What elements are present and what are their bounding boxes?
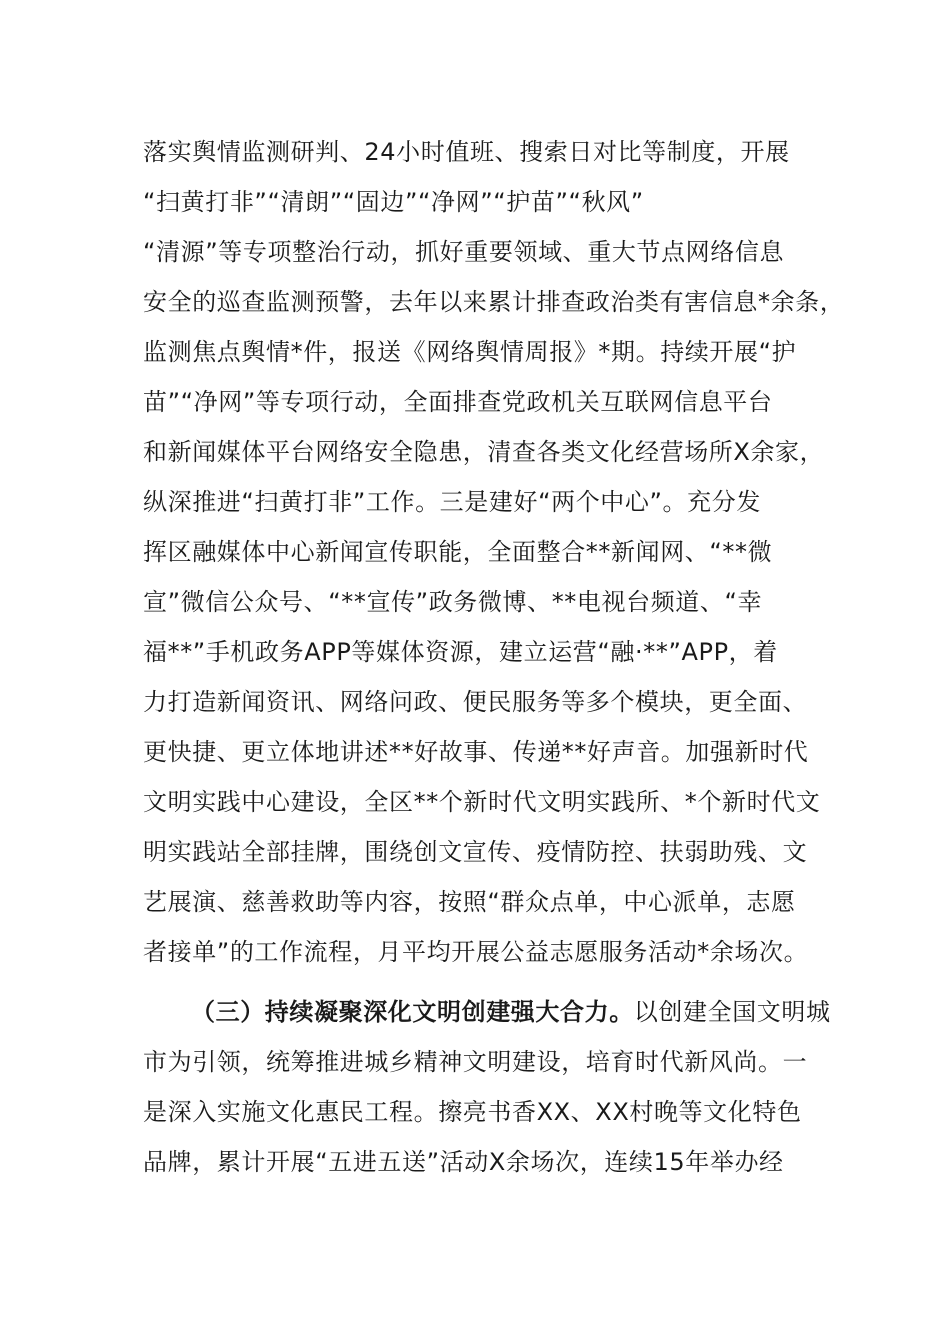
body-line: 苗”“净网”等专项行动，全面排查党政机关互联网信息平台 xyxy=(143,388,773,416)
section-3-heading: （三）持续凝聚深化文明创建强大合力。 xyxy=(191,998,634,1026)
body-line: 落实舆情监测研判、24小时值班、搜索日对比等制度，开展 xyxy=(143,138,790,166)
body-line: 市为引领，统筹推进城乡精神文明建设，培育时代新风尚。一 xyxy=(143,1048,808,1076)
body-line: 文明实践中心建设，全区**个新时代文明实践所、*个新时代文 xyxy=(143,788,821,816)
body-line: 者接单”的工作流程，月平均开展公益志愿服务活动*余场次。 xyxy=(143,938,809,966)
body-line: 福**”手机政务APP等媒体资源，建立运营“融·**”APP，着 xyxy=(143,638,778,666)
body-line: 品牌，累计开展“五进五送”活动X余场次，连续15年举办经 xyxy=(143,1148,784,1176)
body-line: 纵深推进“扫黄打非”工作。三是建好“两个中心”。充分发 xyxy=(143,488,761,516)
section-3-first-line xyxy=(191,996,831,1028)
section-3-first-line-text: 以创建全国文明城 xyxy=(633,998,831,1026)
body-line: 挥区融媒体中心新闻宣传职能，全面整合**新闻网、“**微 xyxy=(143,538,773,566)
body-line: 更快捷、更立体地讲述**好故事、传递**好声音。加强新时代 xyxy=(143,738,809,766)
body-line: 安全的巡查监测预警，去年以来累计排查政治类有害信息*余条， xyxy=(143,288,845,316)
body-line: “清源”等专项整治行动，抓好重要领域、重大节点网络信息 xyxy=(143,238,785,266)
body-line: “扫黄打非”“清朗”“固边”“净网”“护苗”“秋风” xyxy=(143,188,644,216)
body-line: 宣”微信公众号、“**宣传”政务微博、**电视台频道、“幸 xyxy=(143,588,763,616)
body-line: 监测焦点舆情*件，报送《网络舆情周报》*期。持续开展“护 xyxy=(143,338,797,366)
body-line: 和新闻媒体平台网络安全隐患，清查各类文化经营场所X余家， xyxy=(143,438,825,466)
body-line: 艺展演、慈善救助等内容，按照“群众点单，中心派单，志愿 xyxy=(143,888,796,916)
body-line: 力打造新闻资讯、网络问政、便民服务等多个模块，更全面、 xyxy=(143,688,808,716)
body-line: 明实践站全部挂牌，围绕创文宣传、疫情防控、扶弱助残、文 xyxy=(143,838,808,866)
body-line: 是深入实施文化惠民工程。擦亮书香XX、XX村晚等文化特色 xyxy=(143,1098,802,1126)
